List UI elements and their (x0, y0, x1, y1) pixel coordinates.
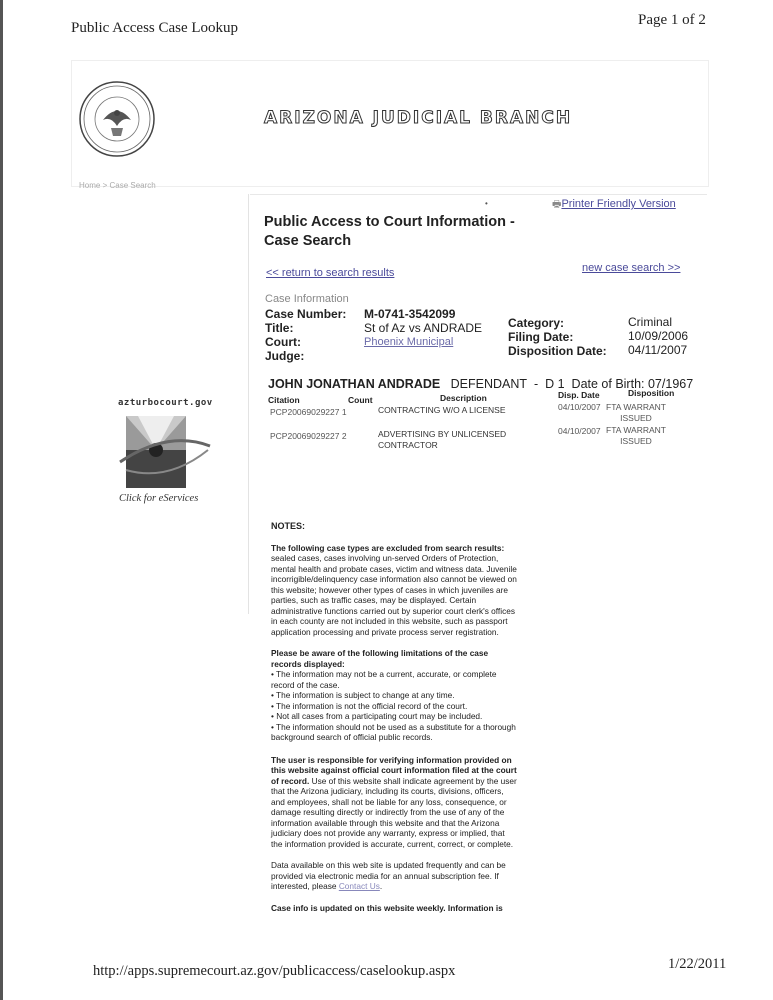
case-values-left (364, 307, 482, 349)
col-header-description: Description (440, 393, 487, 403)
disposition-date-label: Disposition Date: (508, 344, 607, 358)
judge-label: Judge: (265, 349, 305, 363)
notes-heading: NOTES: (271, 521, 306, 531)
printer-friendly-label: Printer Friendly Version (561, 198, 676, 210)
col-header-disposition: Disposition (628, 388, 675, 398)
col-header-count: Count (348, 395, 373, 405)
row1-disposition: FTA WARRANT ISSUED (606, 402, 666, 423)
breadcrumb (79, 181, 156, 190)
party-id: D 1 (545, 377, 565, 391)
notes-p4: Data available on this web site is updated frequently and can be provided via electronic media for an annual subscription fee. If interested, please Contact Us. (271, 860, 506, 891)
notes-section (271, 521, 571, 913)
return-to-results-link[interactable]: << return to search results (266, 267, 395, 279)
case-values-right (628, 315, 688, 357)
case-title-value: St of Az vs ANDRADE (364, 321, 483, 335)
scan-edge (0, 0, 3, 1000)
print-page-number: Page 1 of 2 (638, 12, 706, 28)
banner-title: ARIZONA JUDICIAL BRANCH (264, 108, 573, 128)
breadcrumb-current: Case Search (109, 181, 156, 190)
filing-date-value: 10/09/2006 (628, 329, 689, 343)
new-case-search-link[interactable]: new case search >> (582, 262, 681, 274)
notes-p1-heading: The following case types are excluded from search results: (271, 542, 505, 553)
party-role: DEFENDANT (450, 377, 528, 391)
dob-value: 07/1967 (647, 377, 694, 391)
bullet-mark: • (485, 199, 488, 208)
row1-citation: PCP20069029227 1 (270, 407, 347, 417)
eservices-logo-icon[interactable] (118, 410, 212, 494)
disposition-date-value: 04/11/2007 (628, 343, 688, 357)
turbocourt-site-label[interactable]: azturbocourt.gov (118, 398, 213, 408)
row2-disp-date: 04/10/2007 (558, 426, 601, 436)
notes-p5: Case info is updated on this website weekly. Information is (271, 902, 503, 913)
category-label: Category: (508, 316, 565, 330)
case-info-section-label: Case Information (265, 293, 349, 305)
case-labels-left (265, 307, 346, 363)
notes-p2-heading: Please be aware of the following limitations of the case records displayed: (271, 648, 489, 669)
notes-p3: The user is responsible for verifying information provided on this website against official court information filed at the court of record. Use of this website shall indicate agreement by the user that the Arizona judiciary, including its courts, divisions, officers, and employees, shall not be liable for any loss, consequence, or damage resulting directly or indirectly from the use of any of the information available through this website and that the Arizona judiciary does not provide any warranty, express or implied, that the information provided is accurate, current, correct, or complete. (271, 754, 517, 849)
page-title-line2: Case Search (264, 233, 352, 249)
eservices-caption[interactable]: Click for eServices (119, 493, 199, 504)
notes-p1-body: sealed cases, cases involving un-served Orders of Protection, mental health and probate cases, victim and witness data. Juvenile incorrigible/delinquency case information also cannot be viewed on this website; however other types of cases in which juveniles are parties, such as traffic cases, may be displayed. Certain administrative functions carried out by superior court clerk's offices in each county are not included in this website, such as passport application processing and private process server registration. (271, 553, 517, 637)
print-footer-url: http://apps.supremecourt.az.gov/publicaccess/caselookup.aspx (93, 963, 456, 979)
notes-p2-body: • The information may not be a current, accurate, or complete record of the case. • The information is subject to change at any time. • The information is not the official record of the court. • Not all cases from a participating court may be included. • The information should not be used as a substitute for a thorough background search of official public records. (271, 669, 516, 742)
court-seal-icon (78, 80, 156, 158)
printer-icon: 🖶 (552, 199, 562, 210)
party-dash: - (534, 377, 539, 391)
row1-disp-date: 04/10/2007 (558, 402, 601, 412)
case-labels-right (508, 316, 607, 358)
row2-disposition: FTA WARRANT ISSUED (606, 425, 666, 446)
filing-date-label: Filing Date: (508, 330, 574, 344)
col-header-citation: Citation (268, 395, 300, 405)
court-label: Court: (265, 335, 301, 349)
row2-description: ADVERTISING BY UNLICENSED CONTRACTOR (378, 429, 507, 450)
page-title-line1: Public Access to Court Information - (264, 214, 515, 230)
case-number-value: M-0741-3542099 (364, 307, 456, 321)
dob-label: Date of Birth: (571, 377, 645, 391)
case-number-label: Case Number: (265, 307, 347, 321)
contact-us-link[interactable]: Contact Us (338, 881, 380, 891)
party-name: JOHN JONATHAN ANDRADE (268, 377, 441, 391)
row2-citation: PCP20069029227 2 (270, 431, 347, 441)
category-value: Criminal (628, 315, 673, 329)
breadcrumb-separator: > (102, 181, 108, 190)
col-header-disp-date: Disp. Date (558, 390, 600, 400)
printer-friendly-link[interactable] (552, 197, 676, 214)
title-label: Title: (265, 321, 294, 335)
print-footer-date: 1/22/2011 (668, 956, 727, 972)
row1-description: CONTRACTING W/O A LICENSE (378, 405, 506, 415)
print-header-title: Public Access Case Lookup (71, 20, 239, 36)
court-link[interactable]: Phoenix Municipal (364, 336, 454, 348)
breadcrumb-home[interactable]: Home (79, 181, 101, 190)
